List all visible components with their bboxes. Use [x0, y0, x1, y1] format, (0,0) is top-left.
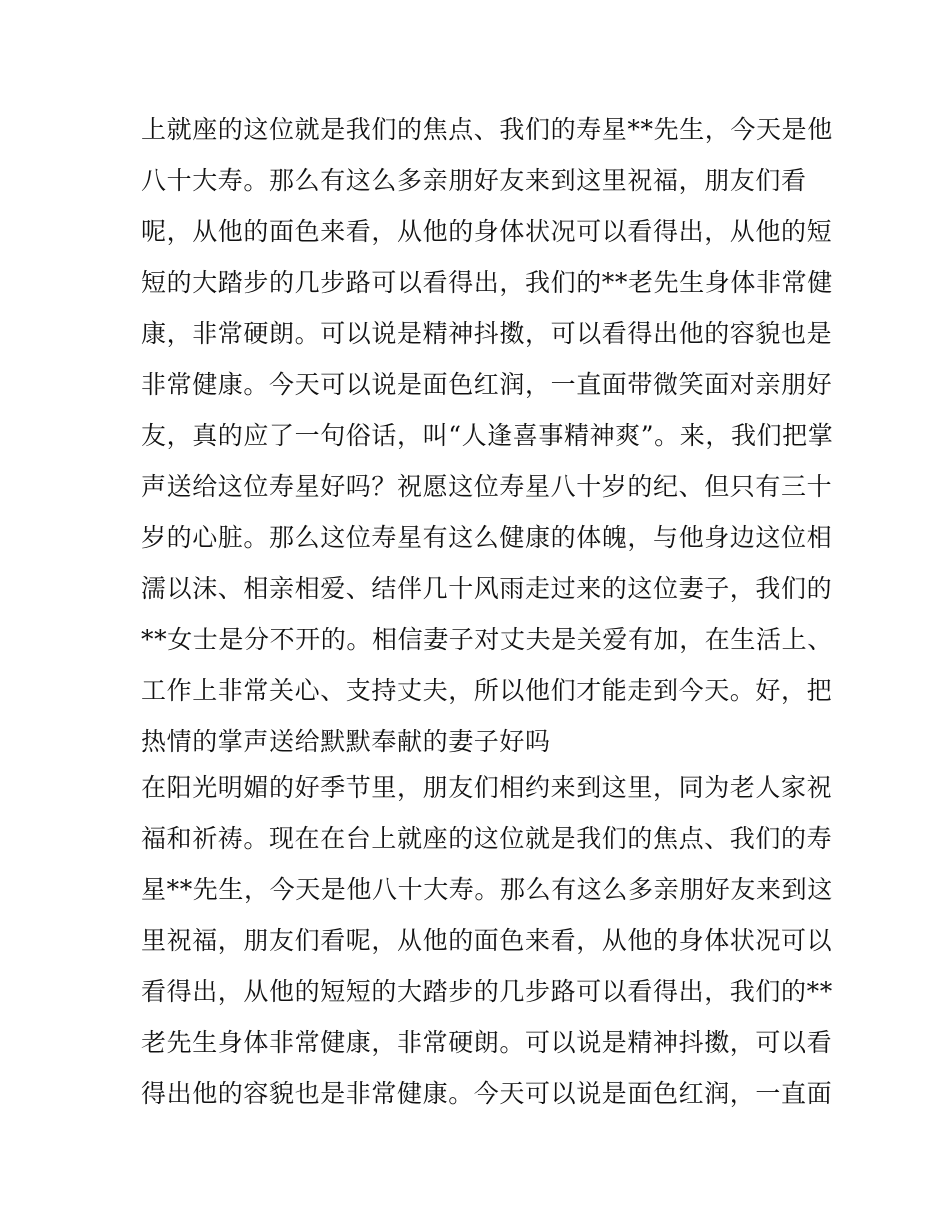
paragraph-1: [141, 115, 834, 780]
text-line: 康，非常硬朗。可以说是精神抖擞，可以看得出他的容貌也是: [141, 319, 833, 348]
text-line: 里祝福，朋友们看呢，从他的面色来看，从他的身体状况可以: [141, 926, 833, 955]
paragraph-2: [141, 773, 833, 1132]
text-line: 八十大寿。那么有这么多亲朋好友来到这里祝福，朋友们看: [141, 166, 807, 195]
text-line: **女士是分不开的。相信妻子对丈夫是关爱有加，在生活上、: [141, 625, 833, 654]
text-line: 在阳光明媚的好季节里，朋友们相约来到这里，同为老人家祝: [141, 773, 833, 802]
text-line: 星**先生，今天是他八十大寿。那么有这么多亲朋好友来到这: [141, 875, 833, 904]
text-line: 呢，从他的面色来看，从他的身体状况可以看得出，从他的短: [141, 217, 833, 246]
text-line: 短的大踏步的几步路可以看得出，我们的**老先生身体非常健: [141, 268, 833, 297]
text-line: 非常健康。今天可以说是面色红润，一直面带微笑面对亲朋好: [141, 370, 833, 399]
text-line: 友，真的应了一句俗话，叫“人逢喜事精神爽”。来，我们把掌: [141, 421, 834, 450]
text-line: 濡以沫、相亲相爱、结伴几十风雨走过来的这位妻子，我们的: [141, 574, 833, 603]
text-line: 福和祈祷。现在在台上就座的这位就是我们的焦点、我们的寿: [141, 824, 833, 853]
text-line: 上就座的这位就是我们的焦点、我们的寿星**先生，今天是他: [141, 115, 833, 144]
text-line: 老先生身体非常健康，非常硬朗。可以说是精神抖擞，可以看: [141, 1028, 833, 1057]
text-line: 工作上非常关心、支持丈夫，所以他们才能走到今天。好，把: [141, 676, 833, 705]
text-line: 热情的掌声送给默默奉献的妻子好吗: [141, 727, 551, 756]
text-line: 岁的心脏。那么这位寿星有这么健康的体魄，与他身边这位相: [141, 523, 833, 552]
text-line: 看得出，从他的短短的大踏步的几步路可以看得出，我们的**: [141, 977, 833, 1006]
text-line: 声送给这位寿星好吗？祝愿这位寿星八十岁的纪、但只有三十: [141, 472, 833, 501]
text-line: 得出他的容貌也是非常健康。今天可以说是面色红润，一直面: [141, 1079, 833, 1108]
